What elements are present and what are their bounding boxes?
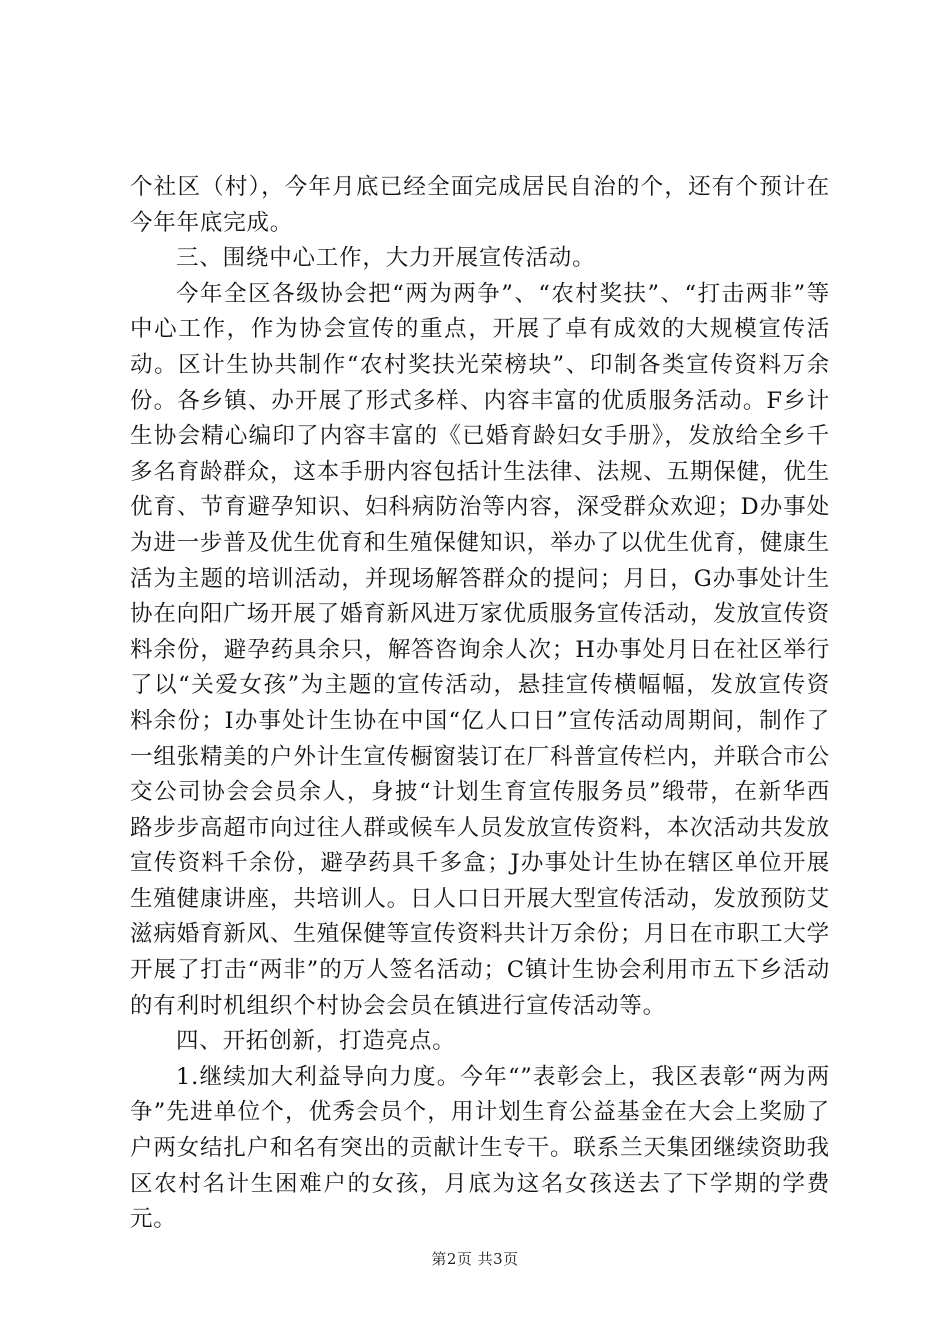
page-number-label: 第2页 共3页 <box>431 1250 519 1268</box>
paragraph-incentive-guidance: 1.继续加大利益导向力度。今年“”表彰会上，我区表彰“两为两争”先进单位个，优秀会员个，用计划生育公益基金在大会上奖励了户两女结扎户和名有突出的贡献计生专干。联系兰天集团继续资助我区农村名计生困难户的女孩，月底为这名女孩送去了下学期的学费元。 <box>130 1063 830 1233</box>
section-heading-3: 三、围绕中心工作，大力开展宣传活动。 <box>176 245 596 272</box>
paragraph-publicity-activities: 今年全区各级协会把“两为两争”、“农村奖扶”、“打击两非”等中心工作，作为协会宣传的重点，开展了卓有成效的大规模宣传活动。区计生协共制作“农村奖扶光荣榜块”、印制各类宣传资料万余份。各乡镇、办开展了形式多样、内容丰富的优质服务活动。F乡计生协会精心编印了内容丰富的《已婚育龄妇女手册》，发放给全乡千多名育龄群众，这本手册内容包括计生法律、法规、五期保健，优生优育、节育避孕知识、妇科病防治等内容，深受群众欢迎；D办事处为进一步普及优生优育和生殖保健知识，举办了以优生优育，健康生活为主题的培训活动，并现场解答群众的提问；月日，G办事处计生协在向阳广场开展了婚育新风进万家优质服务宣传活动，发放宣传资料余份，避孕药具余只，解答咨询余人次；H办事处月日在社区举行了以“关爱女孩”为主题的宣传活动，悬挂宣传横幅幅，发放宣传资料余份；I办事处计生协在中国“亿人口日”宣传活动周期间，制作了一组张精美的户外计生宣传橱窗装订在厂科普宣传栏内，并联合市公交公司协会会员余人，身披“计划生育宣传服务员”缎带，在新华西路步步高超市向过往人群或候车人员发放宣传资料，本次活动共发放宣传资料千余份，避孕药具千多盒；J办事处计生协在辖区单位开展生殖健康讲座，共培训人。日人口日开展大型宣传活动，发放预防艾滋病婚育新风、生殖保健等宣传资料共计万余份；月日在市职工大学开展了打击“两非”的万人签名活动；C镇计生协会利用市五下乡活动的有利时机组织个村协会会员在镇进行宣传活动等。 <box>130 280 830 1019</box>
section-heading-4: 四、开拓创新，打造亮点。 <box>176 1028 456 1055</box>
page-footer <box>0 1248 950 1269</box>
paragraph-continuation: 个社区（村），今年月底已经全面完成居民自治的个，还有个预计在今年年底完成。 <box>130 174 830 236</box>
document-body <box>130 170 830 1238</box>
